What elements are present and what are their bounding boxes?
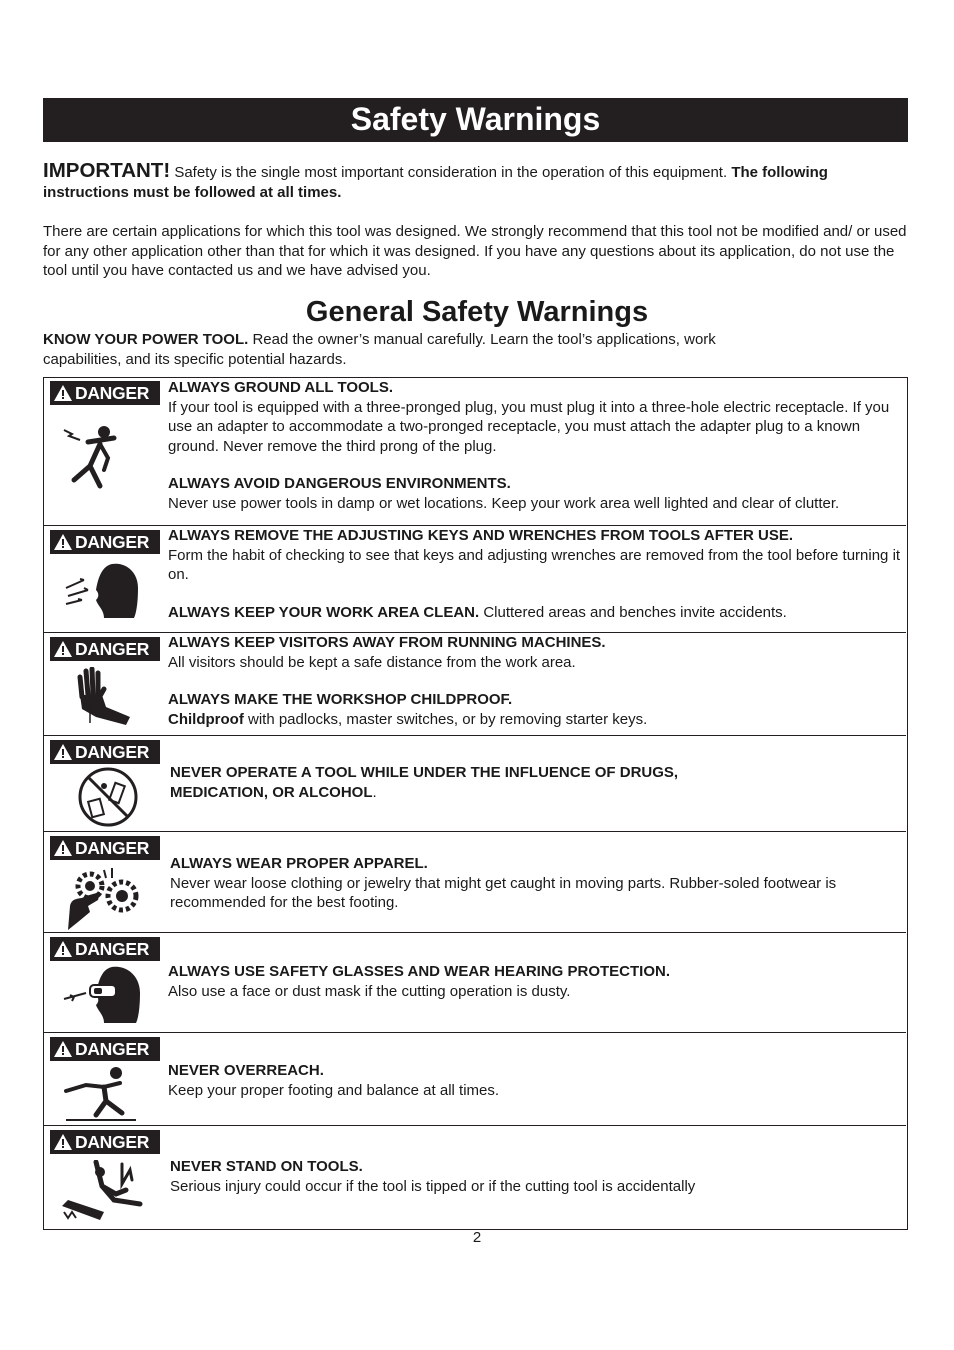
- warning-heading: ALWAYS MAKE THE WORKSHOP CHILDPROOF.: [168, 691, 513, 708]
- danger-badge: [50, 740, 160, 764]
- page-title-bar: [43, 98, 908, 142]
- no-drugs-alcohol-icon: [60, 766, 150, 828]
- warning-triangle-icon: [54, 840, 72, 856]
- warning-heading: ALWAYS WEAR PROPER APPAREL.: [170, 855, 428, 872]
- warning-text: [168, 1061, 903, 1100]
- warning-heading: NEVER OPERATE A TOOL WHILE UNDER THE INFLUENCE OF DRUGS, MEDICATION, OR ALCOHOL: [170, 764, 679, 801]
- warning-text: [168, 962, 903, 1001]
- warning-row: [44, 526, 906, 633]
- warning-body: Keep your proper footing and balance at all times.: [168, 1081, 500, 1099]
- warning-row: [44, 1033, 906, 1126]
- warning-body: Serious injury could occur if the tool is tipped or if the cutting tool is accidentally: [170, 1177, 696, 1195]
- danger-badge: [50, 530, 160, 554]
- danger-badge: [50, 381, 160, 405]
- warning-row: [44, 736, 906, 832]
- warning-text: [168, 633, 903, 729]
- warning-body-bold: Childproof: [168, 710, 244, 728]
- important-emphasis: The following instructions must be followed at all times.: [43, 164, 828, 201]
- warning-heading: ALWAYS GROUND ALL TOOLS.: [168, 379, 394, 396]
- slip-fall-icon: [60, 1065, 150, 1123]
- danger-label: DANGER: [75, 532, 150, 552]
- warning-row: [44, 1126, 906, 1229]
- warning-heading: ALWAYS KEEP YOUR WORK AREA CLEAN.: [168, 603, 480, 621]
- warning-triangle-icon: [54, 641, 72, 657]
- warning-row: [44, 633, 906, 736]
- warning-heading: ALWAYS KEEP VISITORS AWAY FROM RUNNING MACHINES.: [168, 634, 606, 651]
- warning-heading: ALWAYS AVOID DANGEROUS ENVIRONMENTS.: [168, 475, 511, 492]
- warning-triangle-icon: [54, 1134, 72, 1150]
- warning-body: Cluttered areas and benches invite accidents.: [479, 603, 787, 621]
- warning-text: [170, 763, 905, 802]
- page-number: 2: [472, 1229, 482, 1246]
- danger-label: DANGER: [75, 1039, 150, 1059]
- important-text: Safety is the single most important consideration in the operation of this equipment.: [170, 164, 732, 181]
- general-heading: General Safety Warnings: [305, 296, 649, 328]
- warning-triangle-icon: [54, 744, 72, 760]
- page-title: Safety Warnings: [350, 101, 601, 137]
- warning-body: Form the habit of checking to see that keys and adjusting wrenches are removed from the tool before turning it on.: [168, 546, 901, 583]
- entanglement-gears-icon: [60, 866, 150, 930]
- danger-badge: [50, 637, 160, 661]
- warning-body: .: [372, 783, 377, 801]
- warning-text: [168, 378, 903, 513]
- know-tool-label: KNOW YOUR POWER TOOL.: [43, 331, 249, 348]
- warnings-table: [43, 377, 908, 1230]
- warning-text: [170, 1157, 905, 1196]
- danger-label: DANGER: [75, 1132, 150, 1152]
- danger-label: DANGER: [75, 838, 150, 858]
- know-tool-text: Read the owner’s manual carefully. Learn the tool’s applications, work capabilities, and its specific potential hazards.: [43, 331, 716, 368]
- warning-text: [170, 854, 905, 913]
- important-label: IMPORTANT!: [43, 159, 171, 182]
- know-tool-paragraph: [43, 330, 783, 369]
- warning-heading: ALWAYS REMOVE THE ADJUSTING KEYS AND WRENCHES FROM TOOLS AFTER USE.: [168, 527, 794, 544]
- danger-label: DANGER: [75, 639, 150, 659]
- danger-label: DANGER: [75, 939, 150, 959]
- warning-body: If your tool is equipped with a three-pronged plug, you must plug it into a three-hole electric receptacle. If you use an adapter to accommodate a two-pronged receptacle, you must attach the adapter plug to a known ground. Never remove the third prong of the plug.: [168, 398, 890, 455]
- flying-debris-head-icon: [60, 560, 150, 622]
- warning-row: [44, 832, 906, 933]
- warning-body: Also use a face or dust mask if the cutting operation is dusty.: [168, 982, 571, 1000]
- warning-row: [44, 378, 906, 526]
- danger-label: DANGER: [75, 742, 150, 762]
- falling-person-icon: [60, 1160, 150, 1224]
- danger-badge: [50, 1130, 160, 1154]
- safety-glasses-head-icon: [60, 965, 150, 1025]
- warning-heading: NEVER STAND ON TOOLS.: [170, 1158, 363, 1175]
- warning-body: Never use power tools in damp or wet locations. Keep your work area well lighted and clear of clutter.: [168, 494, 840, 512]
- warning-heading: ALWAYS USE SAFETY GLASSES AND WEAR HEARING PROTECTION.: [168, 963, 671, 980]
- important-paragraph: [43, 161, 909, 202]
- warning-triangle-icon: [54, 941, 72, 957]
- warning-body: Never wear loose clothing or jewelry that might get caught in moving parts. Rubber-soled footwear is recommended for the best footing.: [170, 874, 837, 911]
- warning-body: All visitors should be kept a safe distance from the work area.: [168, 653, 576, 671]
- danger-badge: [50, 937, 160, 961]
- warning-body: with padlocks, master switches, or by removing starter keys.: [243, 710, 648, 728]
- warning-heading: NEVER OVERREACH.: [168, 1062, 324, 1079]
- danger-badge: [50, 836, 160, 860]
- danger-badge: [50, 1037, 160, 1061]
- hand-stop-icon: [60, 667, 150, 725]
- warning-triangle-icon: [54, 1041, 72, 1057]
- warning-text: [168, 526, 903, 622]
- warning-triangle-icon: [54, 385, 72, 401]
- intro-paragraph: There are certain applications for which this tool was designed. We strongly recommend that this tool not be modified and/ or used for any other application other than that for which it was designed. If you have any questions about its application, do not use the tool until you have contacted us and we have advised you.: [43, 223, 907, 279]
- warning-row: [44, 933, 906, 1033]
- warning-triangle-icon: [54, 534, 72, 550]
- danger-label: DANGER: [75, 383, 150, 403]
- electric-shock-icon: [60, 420, 150, 490]
